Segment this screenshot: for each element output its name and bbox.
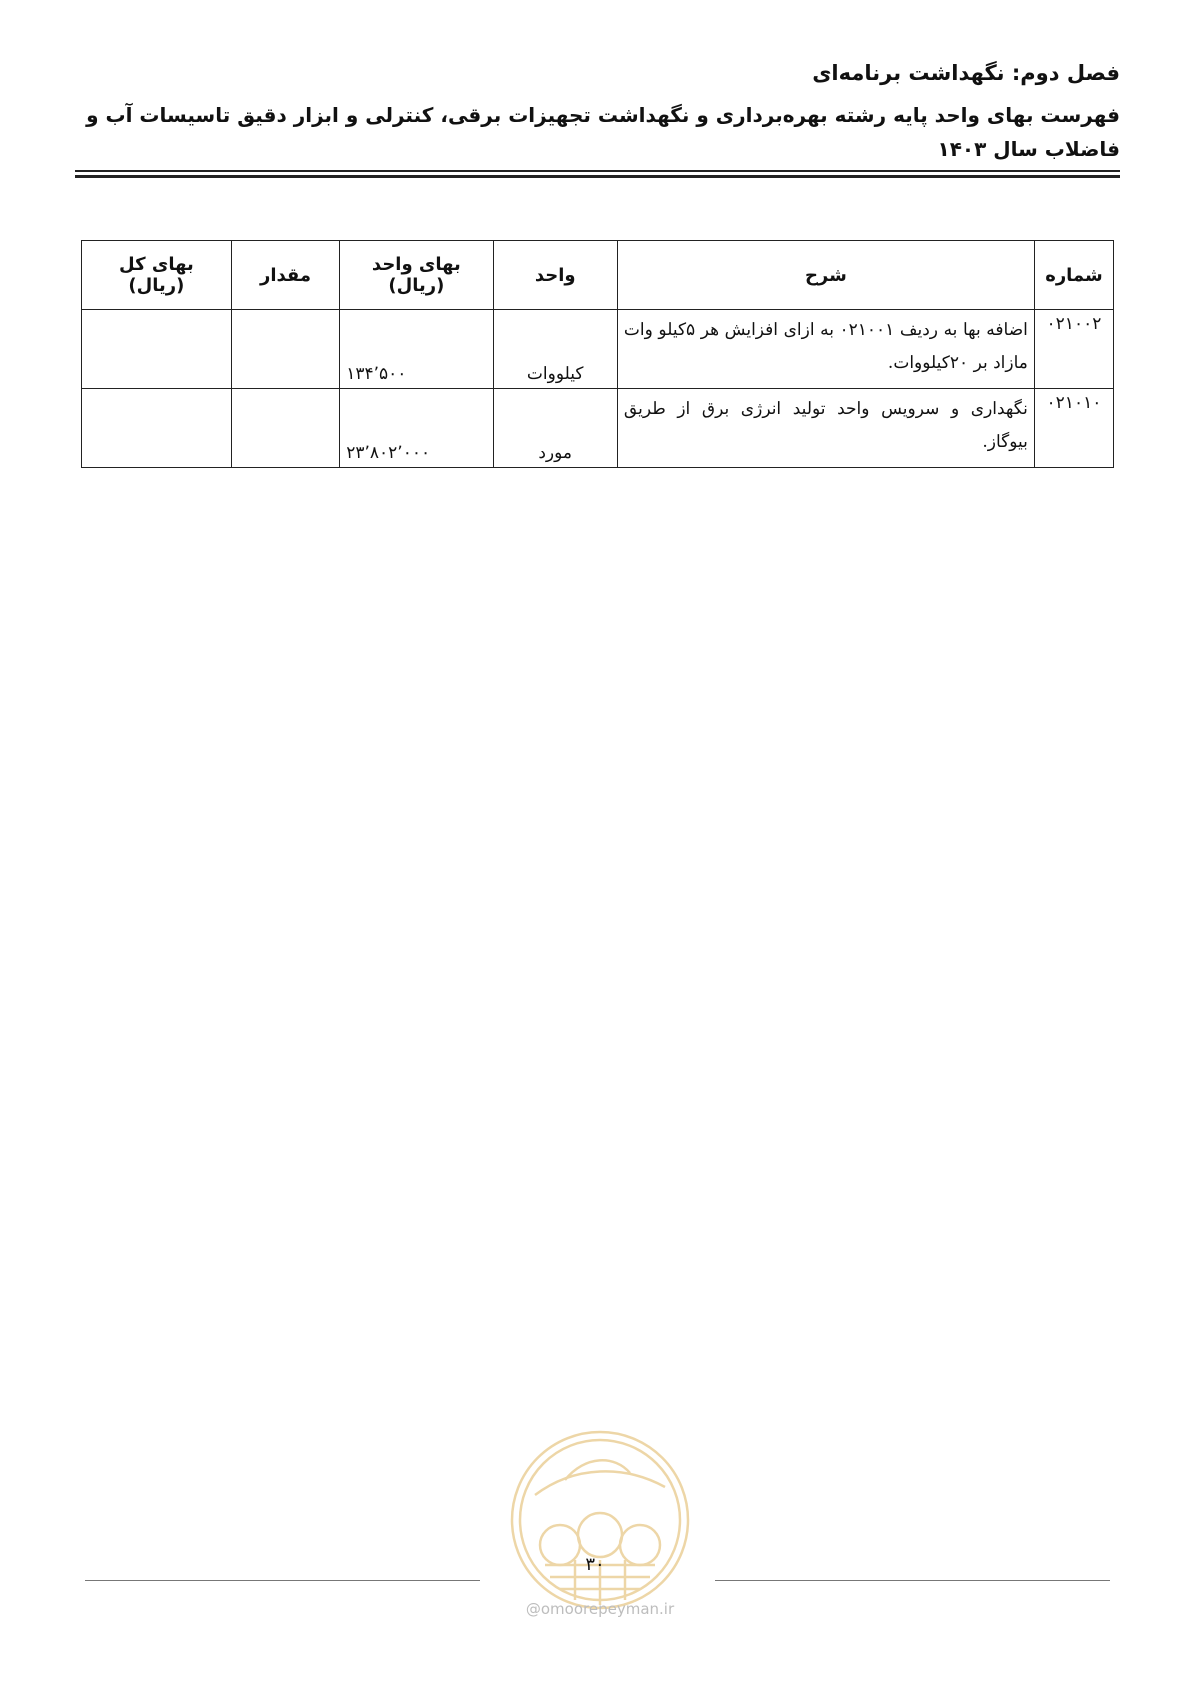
- row-description: نگهداری و سرویس واحد تولید انرژی برق از طریق بیوگاز.: [617, 389, 1034, 468]
- row-code: ۰۲۱۰۰۲: [1034, 310, 1113, 389]
- site-watermark-text: @omoorepeyman.ir: [525, 1600, 675, 1618]
- table-row: [82, 389, 1114, 468]
- header-rule-bottom: [75, 175, 1120, 178]
- row-unit-price: ۱۳۴٬۵۰۰: [340, 310, 493, 389]
- row-description: اضافه بها به ردیف ۰۲۱۰۰۱ به ازای افزایش هر ۵کیلو وات مازاد بر ۲۰کیلووات.: [617, 310, 1034, 389]
- header-rule-top: [75, 170, 1120, 172]
- row-unit: کیلووات: [493, 310, 617, 389]
- header-total-price: بهای کل (ریال): [82, 241, 232, 310]
- page-number: ۳۰: [585, 1554, 605, 1575]
- row-unit-price: ۲۳٬۸۰۲٬۰۰۰: [340, 389, 493, 468]
- row-quantity: [231, 310, 339, 389]
- header-description: شرح: [617, 241, 1034, 310]
- row-quantity: [231, 389, 339, 468]
- footer-rule-left: [85, 1580, 480, 1581]
- document-title: فهرست بهای واحد پایه رشته بهره‌برداری و نگهداشت تجهیزات برقی، کنترلی و ابزار دقیق تاسیسات آب و فاضلاب سال ۱۴۰۳: [86, 103, 1120, 161]
- table-header-row: [82, 241, 1114, 310]
- footer-rule-right: [715, 1580, 1110, 1581]
- row-unit: مورد: [493, 389, 617, 468]
- row-total-price: [82, 389, 232, 468]
- row-code: ۰۲۱۰۱۰: [1034, 389, 1113, 468]
- header-code: شماره: [1034, 241, 1113, 310]
- watermark-shapes: [512, 1432, 688, 1608]
- header-quantity: مقدار: [231, 241, 339, 310]
- table-row: [82, 310, 1114, 389]
- header-unit-price: بهای واحد (ریال): [340, 241, 493, 310]
- page-header: [75, 58, 1120, 166]
- row-total-price: [82, 310, 232, 389]
- chapter-title: فصل دوم: نگهداشت برنامه‌ای: [812, 61, 1120, 85]
- header-unit: واحد: [493, 241, 617, 310]
- logo-watermark-icon: [505, 1425, 695, 1615]
- price-table: [81, 240, 1114, 468]
